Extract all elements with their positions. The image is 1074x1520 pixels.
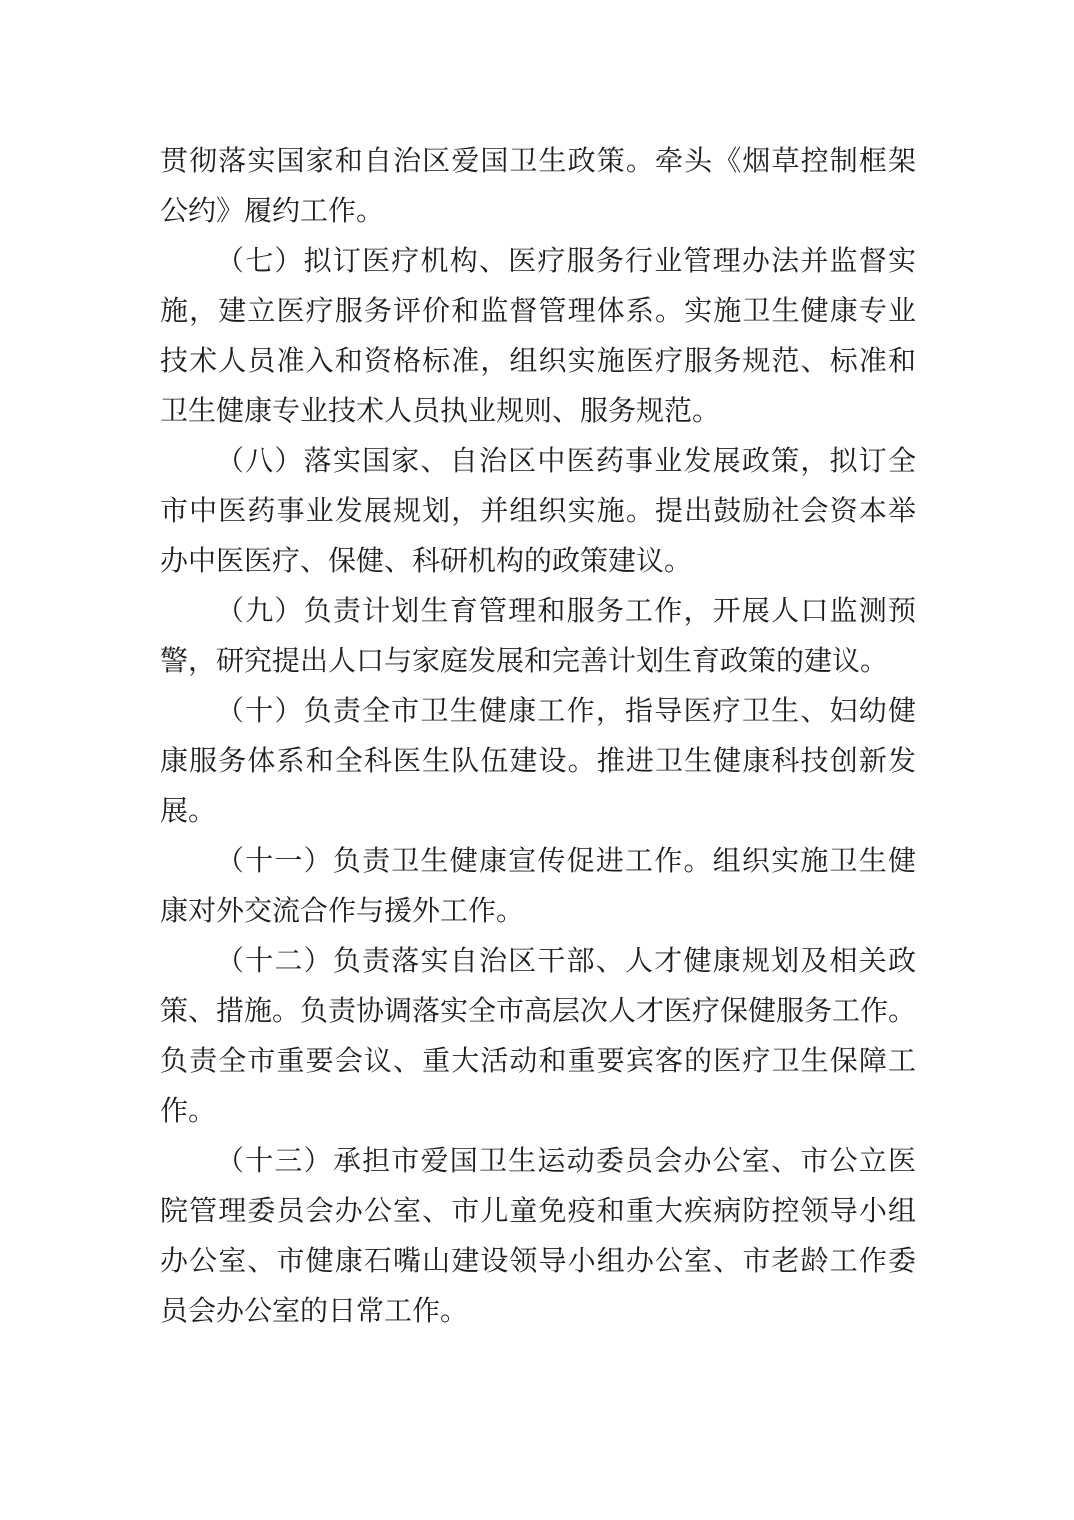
text-line: 办公室、市健康石嘴山建设领导小组办公室、市老龄工作委 bbox=[160, 1246, 916, 1277]
text-line: 技术人员准入和资格标准，组织实施医疗服务规范、标准和 bbox=[160, 346, 916, 377]
text-line: （八）落实国家、自治区中医药事业发展政策，拟订全 bbox=[216, 446, 916, 477]
document-content bbox=[160, 137, 916, 1337]
text-line: 院管理委员会办公室、市儿童免疫和重大疾病防控领导小组 bbox=[160, 1196, 916, 1227]
text-line: （十三）承担市爱国卫生运动委员会办公室、市公立医 bbox=[216, 1146, 916, 1177]
text-line: 负责全市重要会议、重大活动和重要宾客的医疗卫生保障工 bbox=[160, 1046, 916, 1077]
text-line: 康服务体系和全科医生队伍建设。推进卫生健康科技创新发 bbox=[160, 746, 916, 777]
text-line: 员会办公室的日常工作。 bbox=[160, 1296, 469, 1327]
text-line: （十二）负责落实自治区干部、人才健康规划及相关政 bbox=[216, 946, 916, 977]
text-line: 策、措施。负责协调落实全市高层次人才医疗保健服务工作。 bbox=[160, 996, 917, 1027]
text-line: 公约》履约工作。 bbox=[160, 196, 385, 227]
text-line: （七）拟订医疗机构、医疗服务行业管理办法并监督实 bbox=[216, 246, 916, 277]
text-line: 施，建立医疗服务评价和监督管理体系。实施卫生健康专业 bbox=[160, 296, 916, 327]
text-line: （十一）负责卫生健康宣传促进工作。组织实施卫生健 bbox=[216, 846, 916, 877]
text-line: 警，研究提出人口与家庭发展和完善计划生育政策的建议。 bbox=[160, 646, 889, 677]
text-line: 展。 bbox=[160, 796, 217, 827]
text-line: 办中医医疗、保健、科研机构的政策建议。 bbox=[160, 546, 693, 577]
text-line: 卫生健康专业技术人员执业规则、服务规范。 bbox=[160, 396, 721, 427]
text-line: （十）负责全市卫生健康工作，指导医疗卫生、妇幼健 bbox=[216, 696, 916, 727]
text-line: （九）负责计划生育管理和服务工作，开展人口监测预 bbox=[216, 596, 916, 627]
text-line: 康对外交流合作与援外工作。 bbox=[160, 896, 525, 927]
text-line: 贯彻落实国家和自治区爱国卫生政策。牵头《烟草控制框架 bbox=[160, 146, 916, 177]
text-line: 作。 bbox=[160, 1096, 217, 1127]
text-line: 市中医药事业发展规划，并组织实施。提出鼓励社会资本举 bbox=[160, 496, 916, 527]
